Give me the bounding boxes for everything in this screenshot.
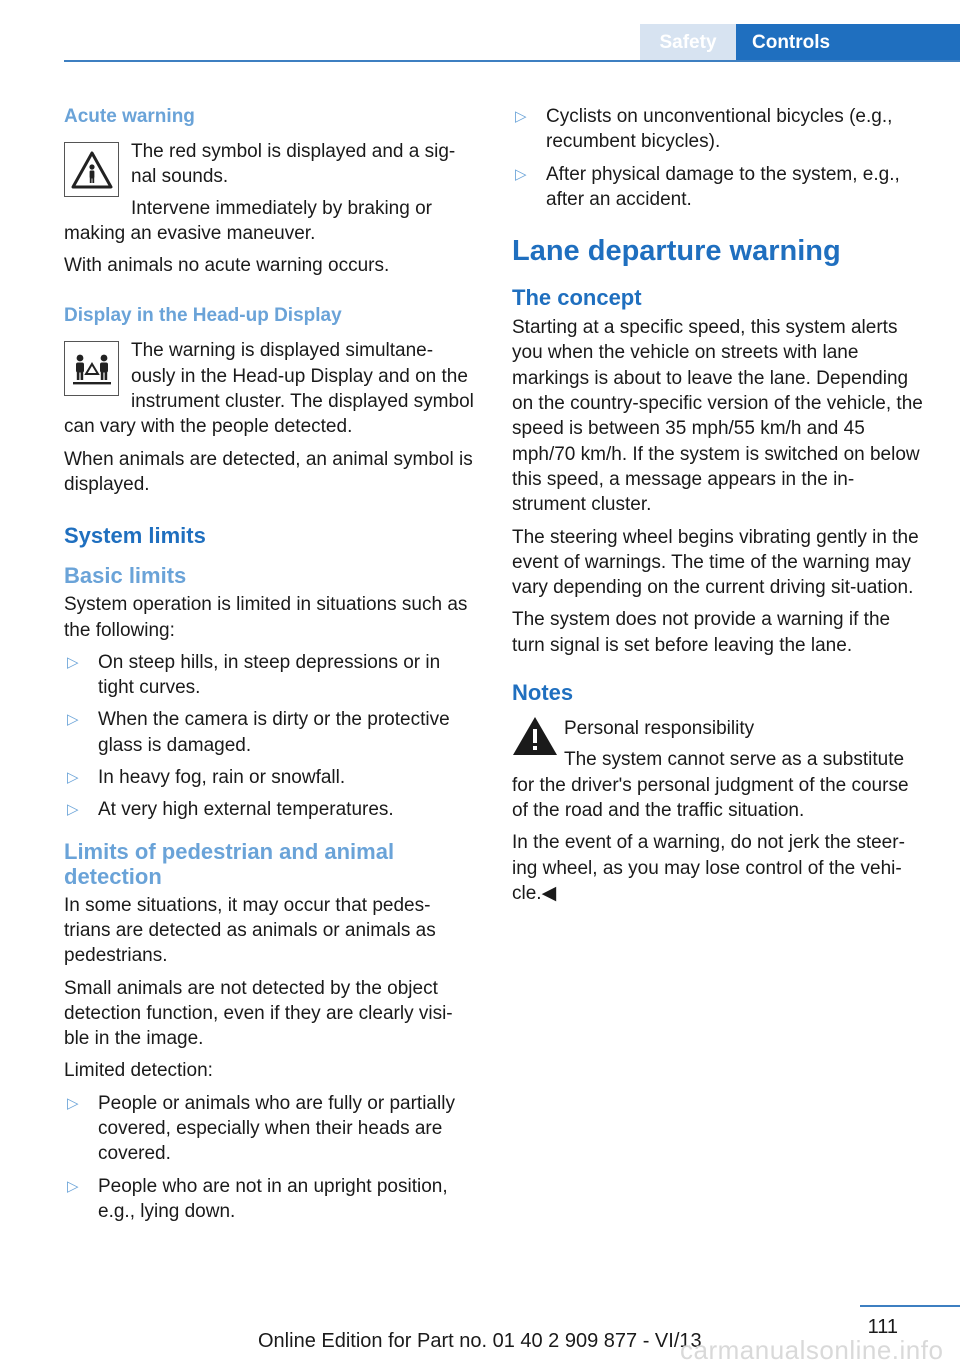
- hud-text-1: The warning is displayed simultane‐ously in the Head-up Display and on the instrument cluster. The displayed symbol can vary with the people detected.: [64, 340, 474, 438]
- header-rule: [64, 60, 960, 62]
- bullet-triangle-icon: ▷: [67, 769, 79, 787]
- list-item: ▷ People or animals who are fully or partially covered, especially when their heads are covered.: [67, 1092, 455, 1165]
- acute-text-2: Intervene immediately by braking or making an evasive maneuver.: [64, 197, 432, 244]
- bullet-triangle-icon: ▷: [67, 711, 79, 729]
- page-number: 111: [867, 1316, 898, 1338]
- watermark: carmanualsonline.info: [680, 1335, 944, 1365]
- acute-warning-heading: Acute warning: [64, 106, 195, 127]
- tab-controls: Controls: [736, 24, 960, 62]
- hud-heading: Display in the Head-up Display: [64, 305, 342, 327]
- notes-text-1: The system cannot serve as a substitute for the driver's personal judgment of the course of the road and the traffic situation.: [512, 749, 909, 821]
- list-item: ▷ Cyclists on unconventional bicycles (e.g., recumbent bicycles).: [515, 106, 893, 153]
- bullet-triangle-icon: ▷: [67, 1177, 79, 1195]
- bullet-triangle-icon: ▷: [67, 1094, 79, 1112]
- system-limits-heading: System limits: [64, 523, 206, 549]
- bullet-triangle-icon: ▷: [67, 653, 79, 671]
- edition-footer: Online Edition for Part no. 01 40 2 909 877 - VI/13: [258, 1330, 702, 1352]
- pedestrian-warning-icon: [64, 142, 119, 197]
- head-up-display-people-icon: [64, 341, 119, 396]
- footer-rule: [860, 1305, 960, 1307]
- warning-triangle-icon: [512, 716, 558, 756]
- notes-block: [512, 716, 924, 823]
- hud-text-2: When animals are detected, an animal symbol is displayed.: [64, 448, 473, 495]
- acute-text-3: With animals no acute warning occurs.: [64, 255, 390, 277]
- notes-heading: Notes: [512, 680, 574, 706]
- bullet-triangle-icon: ▷: [67, 801, 79, 819]
- notes-title: Personal responsibility: [564, 718, 755, 740]
- basic-limits-text: System operation is limited in situations such as the following:: [64, 594, 468, 641]
- concept-heading: The concept: [512, 285, 642, 311]
- list-item: ▷ After physical damage to the system, e.g., after an accident.: [515, 163, 900, 210]
- concept-text-3: The system does not provide a warning if the turn signal is set before leaving the lane.: [512, 609, 891, 656]
- bullet-triangle-icon: ▷: [515, 165, 527, 183]
- acute-warning-block: [64, 139, 476, 246]
- concept-text-1: Starting at a specific speed, this system alerts you when the vehicle on streets with lane markings is about to leave the lane. Depending on the country-specific version of the vehicle, the speed is between 35 mph/55 km/h and 45 mph/70 km/h. If the system is switched on below this speed, a message appears in the in‐strument cluster.: [512, 317, 923, 516]
- concept-text-2: The steering wheel begins vibrating gently in the event of warnings. The time of the warning may vary depending on the current driving sit‐uation.: [512, 526, 919, 599]
- pedestrian-limits-text-1: In some situations, it may occur that pedes‐trians are detected as animals or animals as pedestrians.: [64, 894, 436, 967]
- limited-detection-list: [64, 1091, 476, 1224]
- acute-text-1: The red symbol is displayed and a sig‐nal sounds.: [131, 141, 456, 188]
- pedestrian-limits-text-2: Small animals are not detected by the object detection function, even if they are clearly visi‐ble in the image.: [64, 977, 453, 1050]
- notes-text-2: In the event of a warning, do not jerk the steer‐ing wheel, as you may lose control of the vehi‐cle.◀: [512, 832, 905, 904]
- list-item: ▷ When the camera is dirty or the protective glass is damaged.: [67, 709, 450, 756]
- basic-limits-heading: Basic limits: [64, 563, 187, 589]
- hud-block: [64, 338, 476, 439]
- left-column: [64, 104, 476, 1234]
- bullet-triangle-icon: ▷: [515, 108, 527, 125]
- list-item: ▷ People who are not in an upright position, e.g., lying down.: [67, 1175, 448, 1222]
- list-item: ▷ In heavy fog, rain or snowfall.: [64, 765, 476, 790]
- right-column: [512, 104, 924, 913]
- lane-departure-heading: Lane departure warning: [512, 235, 841, 268]
- basic-limits-list: [64, 650, 476, 823]
- pedestrian-limits-text-3: Limited detection:: [64, 1060, 213, 1082]
- continued-list: [512, 104, 924, 212]
- tab-safety: Safety: [640, 24, 736, 60]
- list-item: ▷ At very high external temperatures.: [64, 797, 476, 822]
- list-item: ▷ On steep hills, in steep depressions or in tight curves.: [67, 651, 441, 699]
- pedestrian-limits-heading: Limits of pedestrian and animal detection: [64, 838, 395, 889]
